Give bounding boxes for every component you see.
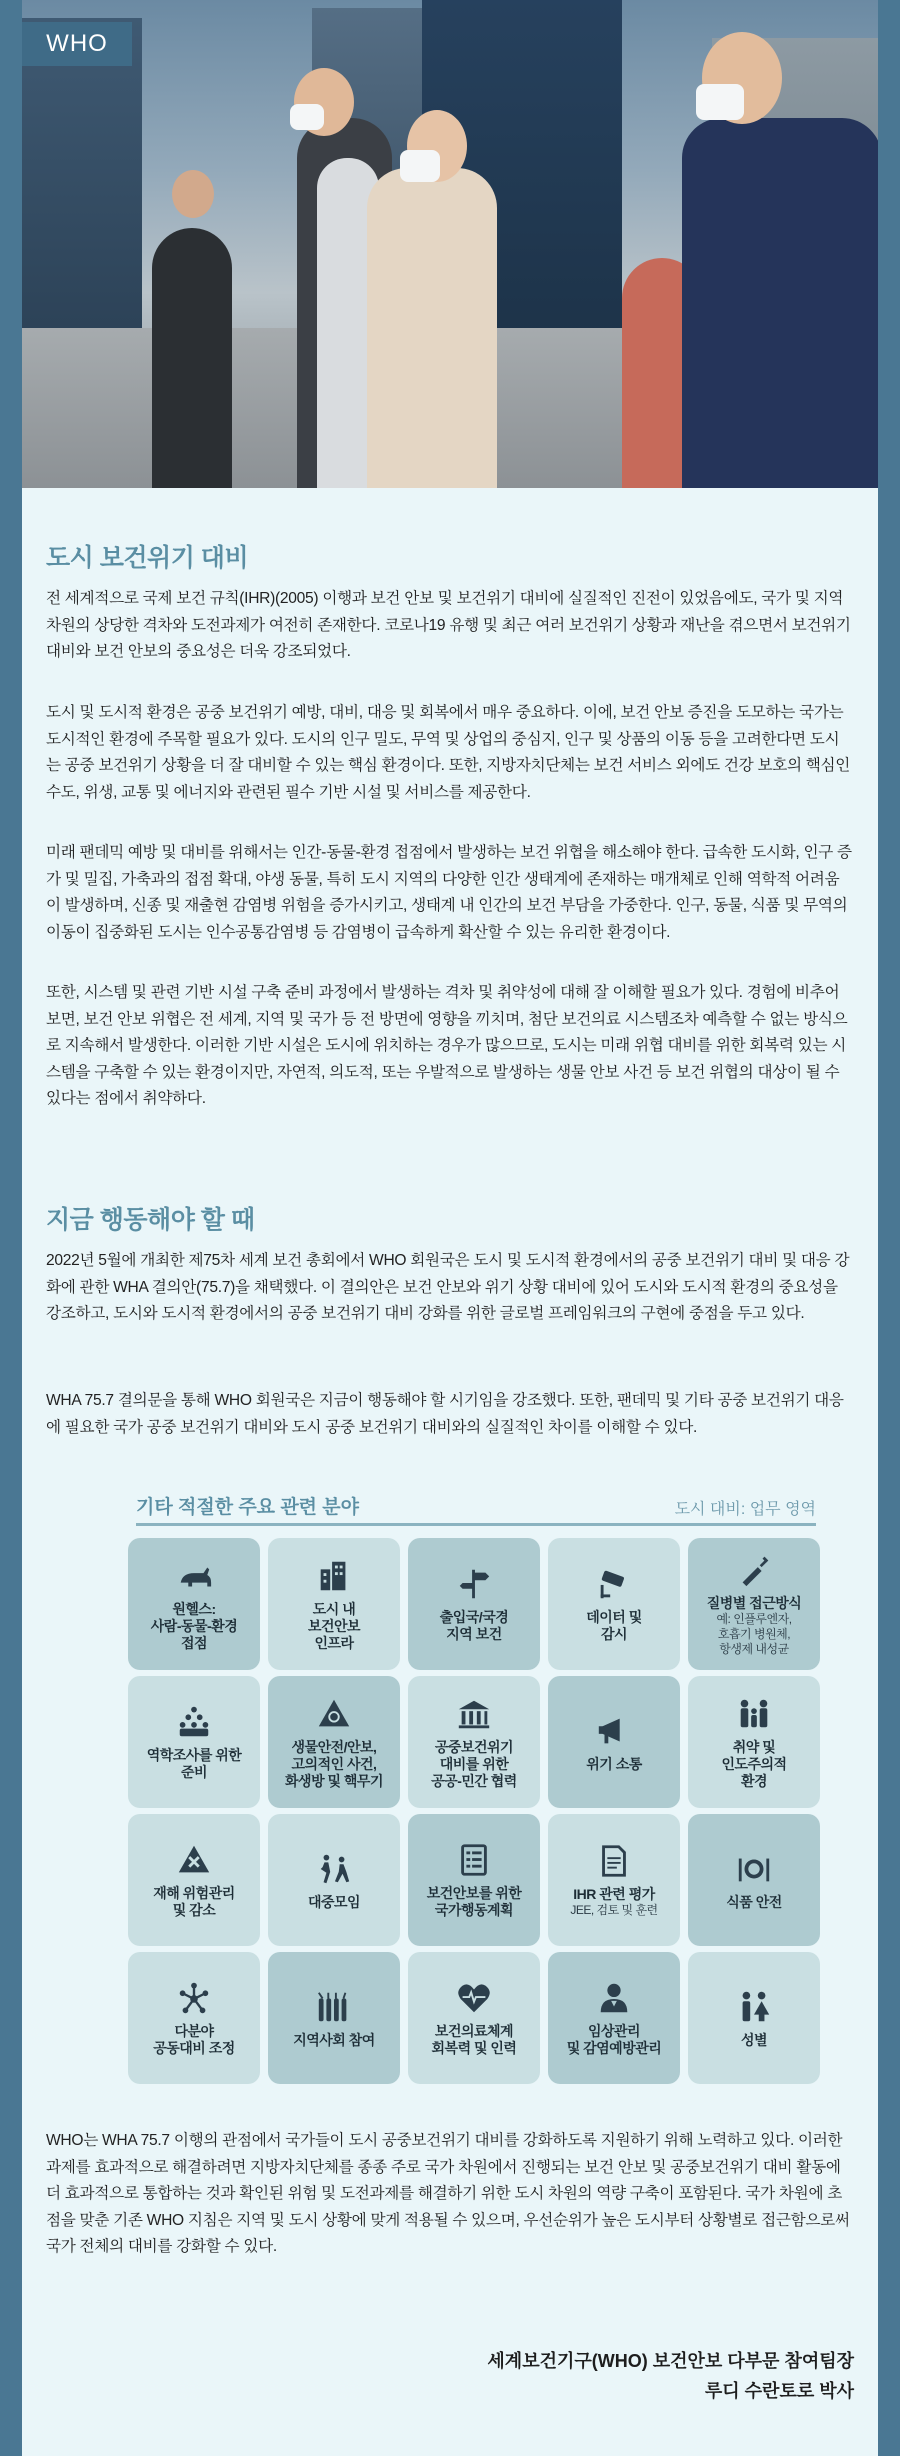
signpost-icon <box>455 1565 493 1603</box>
section-title: 도시 보건위기 대비 <box>46 544 249 572</box>
focus-area-tile <box>408 1814 540 1946</box>
paragraph: 미래 팬데믹 예방 및 대비를 위해서는 인간-동물-환경 접점에서 발생하는 보건 위협을 해소해야 한다. 급속한 도시화, 인구 증가 및 밀집, 가축과의 접점 확대, 야생 동물, 특히 도시 지역의 다양한 인간 생태계에 존재하는 매개체로 인해 역학적 어려움이 발생하며, 신종 및 재출현 감염병 위험을 증가시키고, 생태계 내 인간의 보건 부담을 가중한다. 인구, 동물, 식품 및 무역의 이동이 집중화된 도시는 인수공통감염병 등 감염병이 급속하게 확산할 수 있는 유리한 환경이다. <box>46 844 852 941</box>
tile-label: 취약 및 인도주의적 환경 <box>721 1738 787 1789</box>
buildings-icon <box>315 1557 353 1595</box>
focus-area-tile <box>408 1538 540 1670</box>
community-icon <box>315 1988 353 2026</box>
rhino-icon <box>175 1557 213 1595</box>
focus-area-tile <box>268 1538 400 1670</box>
focus-area-tile <box>268 1814 400 1946</box>
doctor-icon <box>595 1979 633 2017</box>
focus-area-tile <box>548 1952 680 2084</box>
focus-area-tile <box>128 1538 260 1670</box>
tile-label: 지역사회 참여 <box>293 2031 375 2048</box>
focus-area-tile <box>128 1676 260 1808</box>
tile-label: 위기 소통 <box>586 1755 642 1772</box>
paragraph: 도시 및 도시적 환경은 공중 보건위기 예방, 대비, 대응 및 회복에서 매우 중요하다. 이에, 보건 안보 증진을 도모하는 국가는 도시적인 환경에 주목할 필요가 있다. 도시의 인구 밀도, 무역 및 상업의 중심지, 인구 및 상품의 이동 등을 고려한다면 도시는 공중 보건위기 상황을 더 잘 대비할 수 있는 핵심 환경이다. 또한, 지방자치단체는 보건 서비스 외에도 건강 보호의 핵심인 수도, 위생, 교통 및 에너지와 관련된 필수 기반 시설 및 서비스를 제공한다. <box>46 704 851 801</box>
tile-label: 도시 내 보건안보 인프라 <box>307 1600 361 1651</box>
tile-label: 임상관리 및 감염예방관리 <box>566 2023 662 2056</box>
tile-label: IHR 관련 평가 <box>573 1886 655 1902</box>
figure-header <box>136 1496 816 1526</box>
focus-area-tile <box>688 1814 820 1946</box>
face-mask <box>696 84 744 120</box>
document-icon <box>595 1842 633 1880</box>
heart-icon <box>455 1979 493 2017</box>
section-title: 지금 행동해야 할 때 <box>46 1206 255 1234</box>
clipboard-icon <box>455 1841 493 1879</box>
plate-icon <box>735 1850 773 1888</box>
pedestrian <box>152 228 232 488</box>
pedestrian <box>367 168 497 488</box>
tile-label: 생물안전/안보, 고의적인 사건, 화생방 및 핵무기 <box>285 1738 383 1789</box>
warning-icon <box>175 1841 213 1879</box>
paragraph: WHA 75.7 결의문을 통해 WHO 회원국은 지금이 행동해야 할 시기임을 강조했다. 또한, 팬데믹 및 기타 공중 보건위기 대응에 필요한 국가 공중 보건위기 대비와 도시 공중 보건위기 대비와의 실질적인 차이를 이해할 수 있다. <box>46 1392 844 1436</box>
building <box>22 18 142 338</box>
focus-area-tile <box>268 1952 400 2084</box>
focus-area-tile <box>408 1676 540 1808</box>
network-icon <box>175 1979 213 2017</box>
paragraph: 2022년 5월에 개최한 제75차 세계 보건 총회에서 WHO 회원국은 도시 및 도시적 환경에서의 공중 보건위기 대비 및 대응 강화에 관한 WHA 결의안(75.7)을 채택했다. 이 결의안은 보건 안보와 위기 상황 대비에 있어 도시와 도시적 환경의 중요성을 강조하고, 도시와 도시적 환경에서의 공중 보건위기 대비 강화를 위한 글로벌 프레임워크의 구현에 중점을 두고 있다. <box>46 1252 850 1322</box>
tile-label: 성별 <box>740 2031 768 2048</box>
face-mask <box>290 104 324 130</box>
closing-paragraph: WHO는 WHA 75.7 이행의 관점에서 국가들이 도시 공중보건위기 대비를 강화하도록 지원하기 위해 노력하고 있다. 이러한 과제를 효과적으로 해결하려면 지방자치단체를 종종 주로 국가 차원에서 진행되는 보건 안보 및 공중보건위기 대비 활동에 더 효과적으로 통합하는 것과 확인된 위험 및 도전과제를 해결하기 위한 도시 차원의 역량 구축이 포함된다. 국가 차원에 초점을 맞춘 기존 WHO 지침은 지역 및 도시 상황에 맞게 적용될 수 있으며, 우선순위가 높은 도시부터 상황별로 접근함으로써 국가 전체의 대비를 강화할 수 있다. <box>46 2132 850 2255</box>
focus-area-tile <box>548 1538 680 1670</box>
face-mask <box>400 150 440 182</box>
tile-label: 원헬스: 사람-동물-환경 접점 <box>150 1600 238 1651</box>
tile-sublabel: 예: 인플루엔자, 호흡기 병원체, 항생제 내성균 <box>716 1612 792 1656</box>
tile-label: 데이터 및 감시 <box>586 1609 642 1642</box>
focus-area-grid <box>128 1538 820 2084</box>
focus-area-tile <box>128 1952 260 2084</box>
tile-label: 역학조사를 위한 준비 <box>146 1747 242 1780</box>
focus-area-tile <box>268 1676 400 1808</box>
gender-icon <box>735 1988 773 2026</box>
focus-area-tile <box>548 1814 680 1946</box>
focus-area-tile <box>688 1952 820 2084</box>
signature <box>487 2346 854 2406</box>
tile-label: 공중보건위기 대비를 위한 공공-민간 협력 <box>431 1738 517 1789</box>
page <box>22 0 878 2456</box>
focus-area-tile <box>688 1538 820 1670</box>
megaphone-icon <box>595 1712 633 1750</box>
signature-title: 세계보건기구(WHO) 보건안보 다부문 참여팀장 <box>487 2351 854 2371</box>
tile-sublabel: JEE, 검토 및 훈련 <box>570 1903 658 1917</box>
signature-name: 루디 수란토로 박사 <box>704 2381 854 2401</box>
tile-label: 질병별 접근방식 <box>706 1595 802 1611</box>
who-logo: WHO <box>22 22 132 66</box>
pedestrian-head <box>172 170 214 218</box>
camera-icon <box>595 1565 633 1603</box>
tile-label: 재해 위험관리 및 감소 <box>153 1885 235 1918</box>
syringe-icon <box>735 1551 773 1589</box>
tile-label: 출입국/국경 지역 보건 <box>439 1609 509 1642</box>
paragraph: 또한, 시스템 및 관련 기반 시설 구축 준비 과정에서 발생하는 격차 및 취약성에 대해 잘 이해할 필요가 있다. 경험에 비추어 보면, 보건 안보 위협은 전 세계, 지역 및 국가 등 전 방면에 영향을 끼치며, 첨단 보건의료 시스템조차 예측할 수 없는 방식으로 지속해서 발생한다. 이러한 기반 시설은 도시에 위치하는 경우가 많으므로, 도시는 미래 위협 대비를 위한 회복력 있는 시스템을 구축할 수 있는 환경이지만, 자연적, 의도적, 또는 우발적으로 발생하는 생물 안보 사건 등 보건 위협의 대상이 될 수 있다는 점에서 취약하다. <box>46 984 848 1107</box>
family-icon <box>735 1695 773 1733</box>
hero-photo <box>22 0 878 488</box>
tile-label: 보건의료체계 회복력 및 인력 <box>431 2023 517 2056</box>
pedestrian <box>682 118 878 488</box>
dancers-icon <box>315 1850 353 1888</box>
focus-area-tile <box>128 1814 260 1946</box>
tile-label: 대중모임 <box>307 1893 361 1910</box>
tile-label: 다분야 공동대비 조정 <box>153 2023 235 2056</box>
paragraph: 전 세계적으로 국제 보건 규칙(IHR)(2005) 이행과 보건 안보 및 보건위기 대비에 실질적인 진전이 있었음에도, 국가 및 지역 차원의 상당한 격차와 도전과제가 여전히 존재한다. 코로나19 유행 및 최근 여러 보건위기 상황과 재난을 겪으면서 보건위기 대비와 보건 안보의 중요성은 더욱 강조되었다. <box>46 590 851 660</box>
crowd-icon <box>175 1703 213 1741</box>
tile-label: 보건안보를 위한 국가행동계획 <box>426 1885 522 1918</box>
figure-title: 기타 적절한 주요 관련 분야 <box>136 1497 360 1518</box>
figure-subtitle: 도시 대비: 업무 영역 <box>674 1501 816 1518</box>
institution-icon <box>455 1695 493 1733</box>
focus-area-tile <box>408 1952 540 2084</box>
focus-area-tile <box>548 1676 680 1808</box>
biohazard-icon <box>315 1695 353 1733</box>
tile-label: 식품 안전 <box>726 1893 782 1910</box>
focus-area-tile <box>688 1676 820 1808</box>
